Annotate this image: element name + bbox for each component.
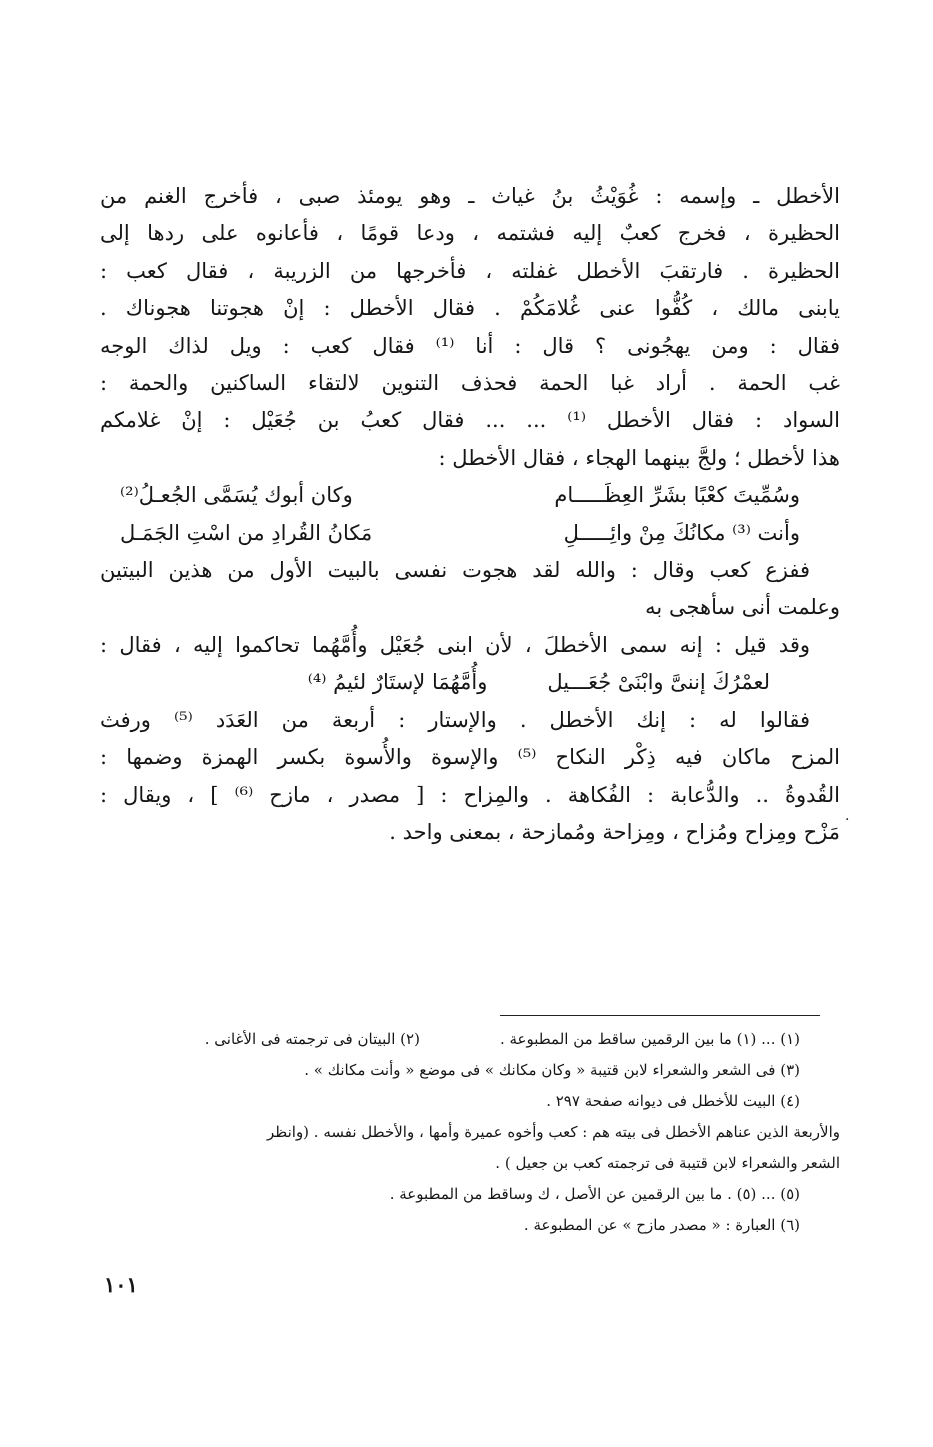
text-line: غب الحمة . أراد غبا الحمة فحذف التنوين لالتقاء الساكنين والحمة : — [100, 371, 840, 396]
footnote-row — [100, 1024, 840, 1055]
footnote: (٣) فى الشعر والشعراء لابن قتيبة « وكان مكانك » فى موضع « وأنت مكانك » . — [304, 1061, 800, 1079]
page-number: ١٠١ — [104, 1272, 138, 1297]
footnote: والأربعة الذين عناهم الأخطل فى بيته هم : كعب وأخوه عميرة وأمها ، والأخطل نفسه . (وانظر — [267, 1123, 840, 1141]
text-line: السواد : فقال الأخطل ⁽¹⁾ ... ... فقال كعبُ بن جُعَيْل : إنْ غلامكم — [100, 408, 841, 433]
footnotes — [100, 1024, 840, 1241]
text-line: ففزع كعب وقال : والله لقد هجوت نفسى بالبيت الأول من هذين البيتين — [100, 558, 810, 583]
footnote: (٦) العبارة : « مصدر مازح » عن المطبوعة . — [523, 1216, 800, 1234]
verse-second-hemistich: مَكانُ القُرادِ من اسْتِ الجَمَـل — [120, 520, 373, 545]
text-line: الحظيرة ، فخرج كعبٌ إليه فشتمه ، ودعا قومًا ، فأعانوه على ردها إلى — [100, 221, 840, 246]
text-line: وعلمت أنى سأهجى به — [645, 595, 840, 620]
text-line: هذا لأخطل ؛ ولجَّ بينهما الهجاء ، فقال الأخطل : — [438, 445, 840, 470]
text-line: المزح ماكان فيه ذِكْر النكاح ⁽⁵⁾ والإسوة والأُسوة بكسر الهمزة وضمها : — [100, 745, 840, 770]
footnote-separator — [500, 1015, 820, 1016]
text-line: وقد قيل : إنه سمى الأخطلَ ، لأن ابنى جُعَيْل وأُمَّهُما تحاكموا إليه ، فقال : — [100, 632, 810, 657]
footnote: (٥) ... (٥) . ما بين الرقمين عن الأصل ، ك وساقط من المطبوعة . — [389, 1185, 800, 1203]
verse-first-hemistich: لعمْرُكَ إننىَّ وابْنَىْ جُعَـــيل — [547, 670, 770, 695]
verse-line — [100, 664, 840, 701]
text-line: يابنى مالك ، كُفُّوا عنى غُلامَكُمْ . فقال الأخطل : إنْ هجوتنا هجوناك . — [100, 296, 840, 321]
footnote: (٤) البيت للأخطل فى ديوانه صفحة ٢٩٧ . — [546, 1092, 800, 1110]
verse-line — [100, 477, 840, 514]
text-line: الحظيرة . فارتقبَ الأخطل غفلته ، فأخرجها من الزريبة ، فقال كعب : — [100, 258, 840, 283]
verse-first-hemistich: وأنت ⁽³⁾ مكانُكَ مِنْ وائِـــــلِ — [563, 520, 800, 545]
text-line: الأخطل ـ وإسمه : غُوَيْثُ بنُ غياث ـ وهو يومئذ صبى ، فأخرج الغنم من — [100, 184, 840, 208]
verse-second-hemistich: وأُمَّهُمَا لإستَارٌ لئيمُ ⁽⁴⁾ — [307, 670, 488, 695]
text-line: القُدوةُ .. والدُّعابة : الفُكاهة . والمِزاح : [ مصدر ، مازح ⁽⁶⁾ ] ، ويقال : — [100, 782, 840, 807]
footnote: (١) ... (١) ما بين الرقمين ساقط من المطبوعة . — [499, 1030, 800, 1048]
main-text — [100, 178, 840, 851]
verse-first-hemistich: وسُمِّيتَ كعْبًا بشَرِّ العِظَـــــام — [554, 483, 800, 508]
text-line: مَزْح ومِزاح ومُزاح ، ومِزاحة ومُمازحة ، بمعنى واحد . — [389, 819, 840, 844]
footnote: (٢) البيتان فى ترجمته فى الأغانى . — [204, 1030, 420, 1048]
footnote: الشعر والشعراء لابن قتيبة فى ترجمته كعب بن جعيل ) . — [495, 1154, 840, 1172]
text-line: فقال : ومن يهجُونى ؟ قال : أنا ⁽¹⁾ فقال كعب : ويل لذاك الوجه — [100, 333, 840, 358]
text-line: فقالوا له : إنك الأخطل . والإستار : أربعة من العَدَد ⁽⁵⁾ ورفث — [100, 707, 810, 732]
verse-line — [100, 515, 840, 552]
verse-second-hemistich: وكان أبوك يُسَمَّى الجُعـلُ⁽²⁾ — [120, 483, 353, 508]
margin-mark: . — [845, 808, 850, 824]
